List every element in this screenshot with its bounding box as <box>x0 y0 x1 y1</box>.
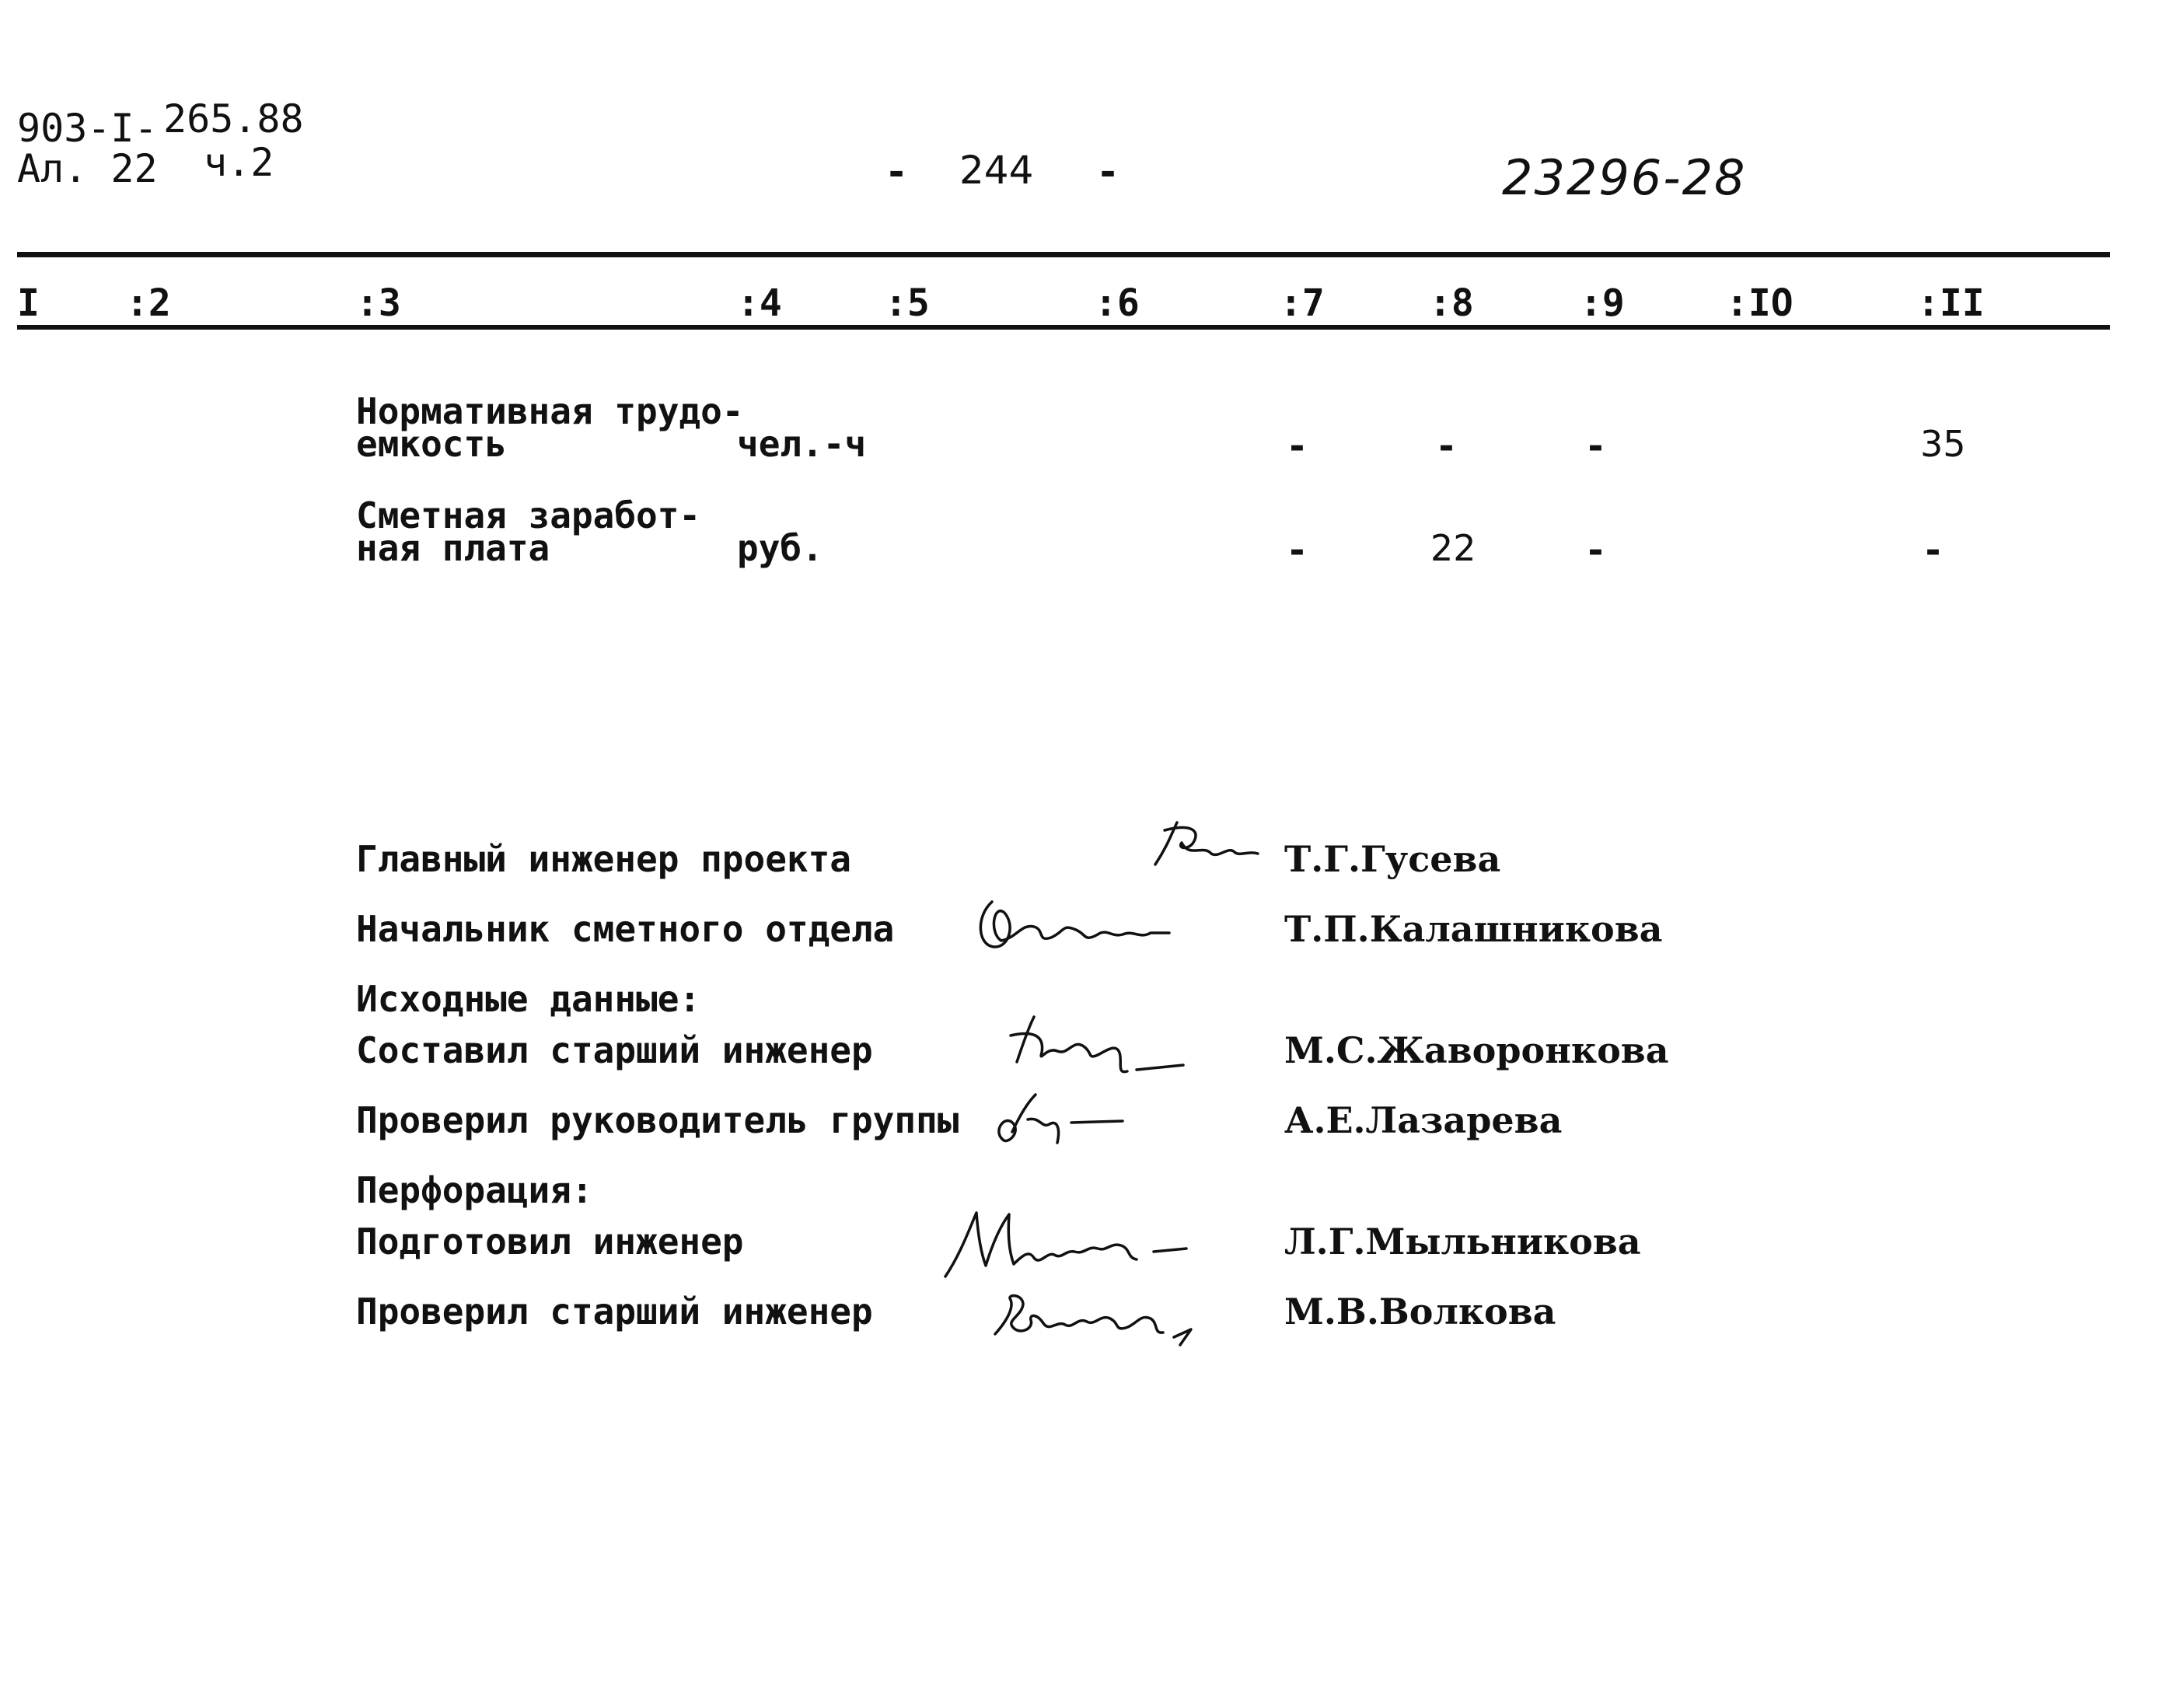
compiled-role: Составил старший инженер <box>356 1029 873 1071</box>
row-1-name-line2: емкость <box>356 423 507 465</box>
column-9: :9 <box>1580 281 1625 325</box>
chief-engineer-name: Т.Г.Гусева <box>1284 838 1501 880</box>
row-1-col8: - <box>1435 424 1458 468</box>
page-number: 244 <box>959 148 1034 193</box>
row-2-col9: - <box>1584 529 1607 572</box>
doc-code: 903-I- <box>17 106 158 151</box>
perforation-heading: Перфорация: <box>356 1169 593 1211</box>
row-2-unit: руб. <box>737 527 823 569</box>
page-dash-right: - <box>1096 149 1120 194</box>
checked-senior-name: М.В.Волкова <box>1284 1291 1556 1333</box>
prepared-role: Подготовил инженер <box>356 1221 744 1263</box>
compiled-name: М.С.Жаворонкова <box>1284 1029 1669 1071</box>
column-11: :II <box>1917 281 1985 325</box>
column-10: :IO <box>1726 281 1794 325</box>
checked-senior-role: Проверил старший инженер <box>356 1291 873 1333</box>
head-estimate-role: Начальник сметного отдела <box>356 908 895 950</box>
row-2-col8: 22 <box>1430 527 1476 569</box>
chief-engineer-role: Главный инженер проекта <box>356 838 851 880</box>
column-8: :8 <box>1429 281 1474 325</box>
row-1-col7: - <box>1286 424 1308 468</box>
column-5: :5 <box>885 281 930 325</box>
prepared-name: Л.Г.Мыльникова <box>1284 1221 1641 1263</box>
column-2: :2 <box>126 281 171 325</box>
source-data-heading: Исходные данные: <box>356 978 701 1020</box>
compiled-signature <box>1003 1008 1205 1085</box>
row-2-col7: - <box>1286 529 1308 572</box>
table-header-rule <box>17 325 2110 330</box>
column-7: :7 <box>1280 281 1325 325</box>
head-estimate-signature <box>970 886 1188 964</box>
table-top-rule <box>17 252 2110 257</box>
row-2-col11: - <box>1922 529 1944 572</box>
row-2-name-line2: ная плата <box>356 527 550 569</box>
row-1-unit: чел.-ч <box>737 423 867 465</box>
column-1: I <box>17 281 40 325</box>
doc-code-number: 265.88 <box>163 96 304 141</box>
prepared-signature <box>938 1203 1202 1289</box>
head-estimate-name: Т.П.Калашникова <box>1284 908 1663 950</box>
row-1-col11: 35 <box>1920 423 1966 465</box>
column-6: :6 <box>1095 281 1140 325</box>
checked-group-role: Проверил руководитель группы <box>356 1099 959 1141</box>
checked-group-signature <box>986 1085 1141 1155</box>
album-number: Ал. 22 <box>17 146 158 191</box>
chief-engineer-signature <box>1141 815 1266 877</box>
page-dash-left: - <box>885 149 909 194</box>
row-1-name-line1: Нормативная трудо- <box>356 390 744 432</box>
row-2-name-line1: Сметная заработ- <box>356 494 701 536</box>
column-3: :3 <box>356 281 401 325</box>
doc-number: 23296-28 <box>1502 149 1747 206</box>
column-4: :4 <box>737 281 782 325</box>
checked-senior-signature <box>987 1283 1221 1353</box>
checked-group-name: А.Е.Лазарева <box>1284 1099 1563 1141</box>
part-number: ч.2 <box>204 140 274 185</box>
row-1-col9: - <box>1584 424 1607 468</box>
